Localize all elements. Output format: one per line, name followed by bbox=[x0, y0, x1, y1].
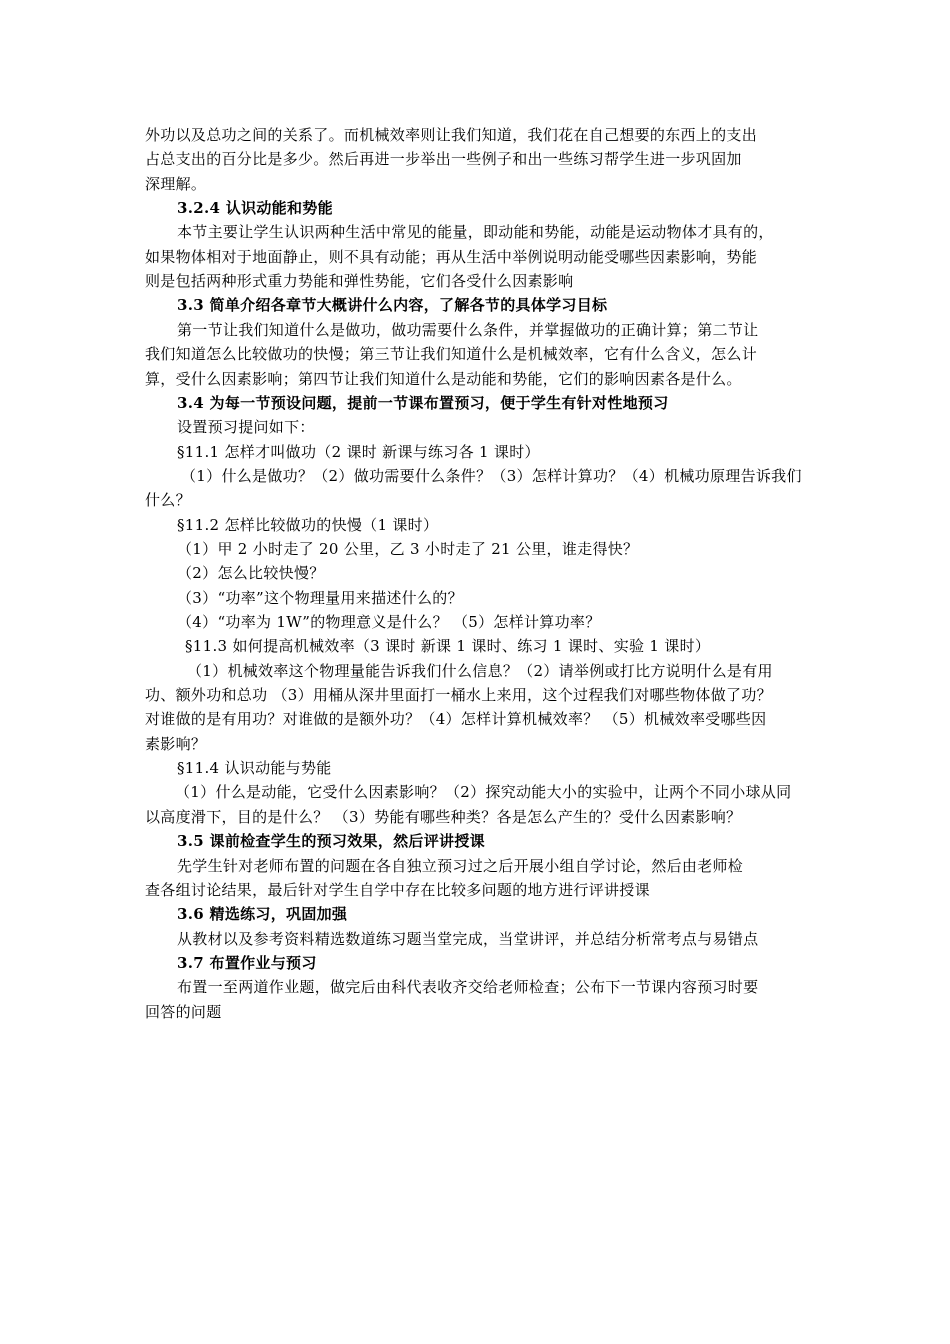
paragraph-line: 功、额外功和总功 （3）用桶从深井里面打一桶水上来用，这个过程我们对哪些物体做了功？ bbox=[145, 686, 772, 705]
section-heading: 3.5 课前检查学生的预习效果，然后评讲授课 bbox=[177, 832, 485, 851]
paragraph-line: 从教材以及参考资料精选数道练习题当堂完成，当堂讲评，并总结分析常考点与易错点 bbox=[177, 929, 759, 948]
paragraph-line: 算，受什么因素影响；第四节让我们知道什么是动能和势能，它们的影响因素各是什么。 bbox=[145, 369, 742, 388]
paragraph-line: §11.4 认识动能与势能 bbox=[177, 759, 332, 778]
paragraph-line: 则是包括两种形式重力势能和弹性势能，它们各受什么因素影响 bbox=[145, 272, 574, 291]
section-heading: 3.2.4 认识动能和势能 bbox=[177, 199, 333, 218]
paragraph-line: 本节主要让学生认识两种生活中常见的能量，即动能和势能，动能是运动物体才具有的， bbox=[177, 223, 774, 242]
paragraph-line: 布置一至两道作业题，做完后由科代表收齐交给老师检查；公布下一节课内容预习时要 bbox=[177, 978, 759, 997]
paragraph-line: 以高度滑下，目的是什么？ （3）势能有哪些种类？各是怎么产生的？受什么因素影响？ bbox=[145, 807, 742, 826]
paragraph-line: 我们知道怎么比较做功的快慢；第三节让我们知道什么是机械效率，它有什么含义，怎么计 bbox=[145, 345, 758, 364]
paragraph-line: 素影响？ bbox=[145, 734, 207, 753]
paragraph-line: §11.3 如何提高机械效率（3 课时 新课 1 课时、练习 1 课时、实验 1 课时） bbox=[185, 637, 711, 656]
paragraph-line: （1）机械效率这个物理量能告诉我们什么信息？（2）请举例或打比方说明什么是有用 bbox=[187, 661, 773, 680]
paragraph-line: （4）“功率为 1W”的物理意义是什么？ （5）怎样计算功率？ bbox=[177, 613, 601, 631]
paragraph-line: 外功以及总功之间的关系了。而机械效率则让我们知道，我们花在自己想要的东西上的支出 bbox=[145, 126, 758, 144]
paragraph-line: §11.2 怎样比较做功的快慢（1 课时） bbox=[177, 515, 439, 534]
paragraph-line: 第一节让我们知道什么是做功，做功需要什么条件，并掌握做功的正确计算；第二节让 bbox=[177, 320, 759, 339]
paragraph-line: 对谁做的是有用功？对谁做的是额外功？（4）怎样计算机械效率？ （5）机械效率受哪些因 bbox=[145, 710, 767, 729]
paragraph-line: 如果物体相对于地面静止，则不具有动能；再从生活中举例说明动能受哪些因素影响，势能 bbox=[145, 247, 758, 266]
paragraph-line: （1）什么是动能，它受什么因素影响？（2）探究动能大小的实验中，让两个不同小球从同 bbox=[175, 783, 792, 802]
section-heading: 3.6 精选练习，巩固加强 bbox=[177, 905, 348, 924]
paragraph-line: 什么？ bbox=[145, 491, 191, 510]
paragraph-line: 占总支出的百分比是多少。然后再进一步举出一些例子和出一些练习帮学生进一步巩固加 bbox=[145, 150, 742, 169]
paragraph-line: 深理解。 bbox=[145, 174, 207, 193]
paragraph-line: （2）怎么比较快慢？ bbox=[177, 564, 325, 583]
paragraph-line: 回答的问题 bbox=[145, 1002, 222, 1021]
section-heading: 3.3 简单介绍各章节大概讲什么内容，了解各节的具体学习目标 bbox=[177, 296, 608, 315]
paragraph-line: （3）“功率”这个物理量用来描述什么的？ bbox=[177, 588, 463, 607]
paragraph-line: 设置预习提问如下： bbox=[177, 418, 315, 437]
paragraph-line: 查各组讨论结果，最后针对学生自学中存在比较多问题的地方进行评讲授课 bbox=[145, 880, 650, 899]
paragraph-line: §11.1 怎样才叫做功（2 课时 新课与练习各 1 课时） bbox=[177, 442, 540, 461]
section-heading: 3.4 为每一节预设问题，提前一节课布置预习，便于学生有针对性地预习 bbox=[177, 393, 669, 412]
paragraph-line: 先学生针对老师布置的问题在各自独立预习过之后开展小组自学讨论，然后由老师检 bbox=[177, 856, 744, 875]
paragraph-line: （1）什么是做功？（2）做功需要什么条件？（3）怎样计算功？（4）机械功原理告诉我们 bbox=[181, 466, 802, 485]
section-heading: 3.7 布置作业与预习 bbox=[177, 953, 317, 972]
paragraph-line: （1）甲 2 小时走了 20 公里，乙 3 小时走了 21 公里，谁走得快？ bbox=[177, 539, 639, 558]
